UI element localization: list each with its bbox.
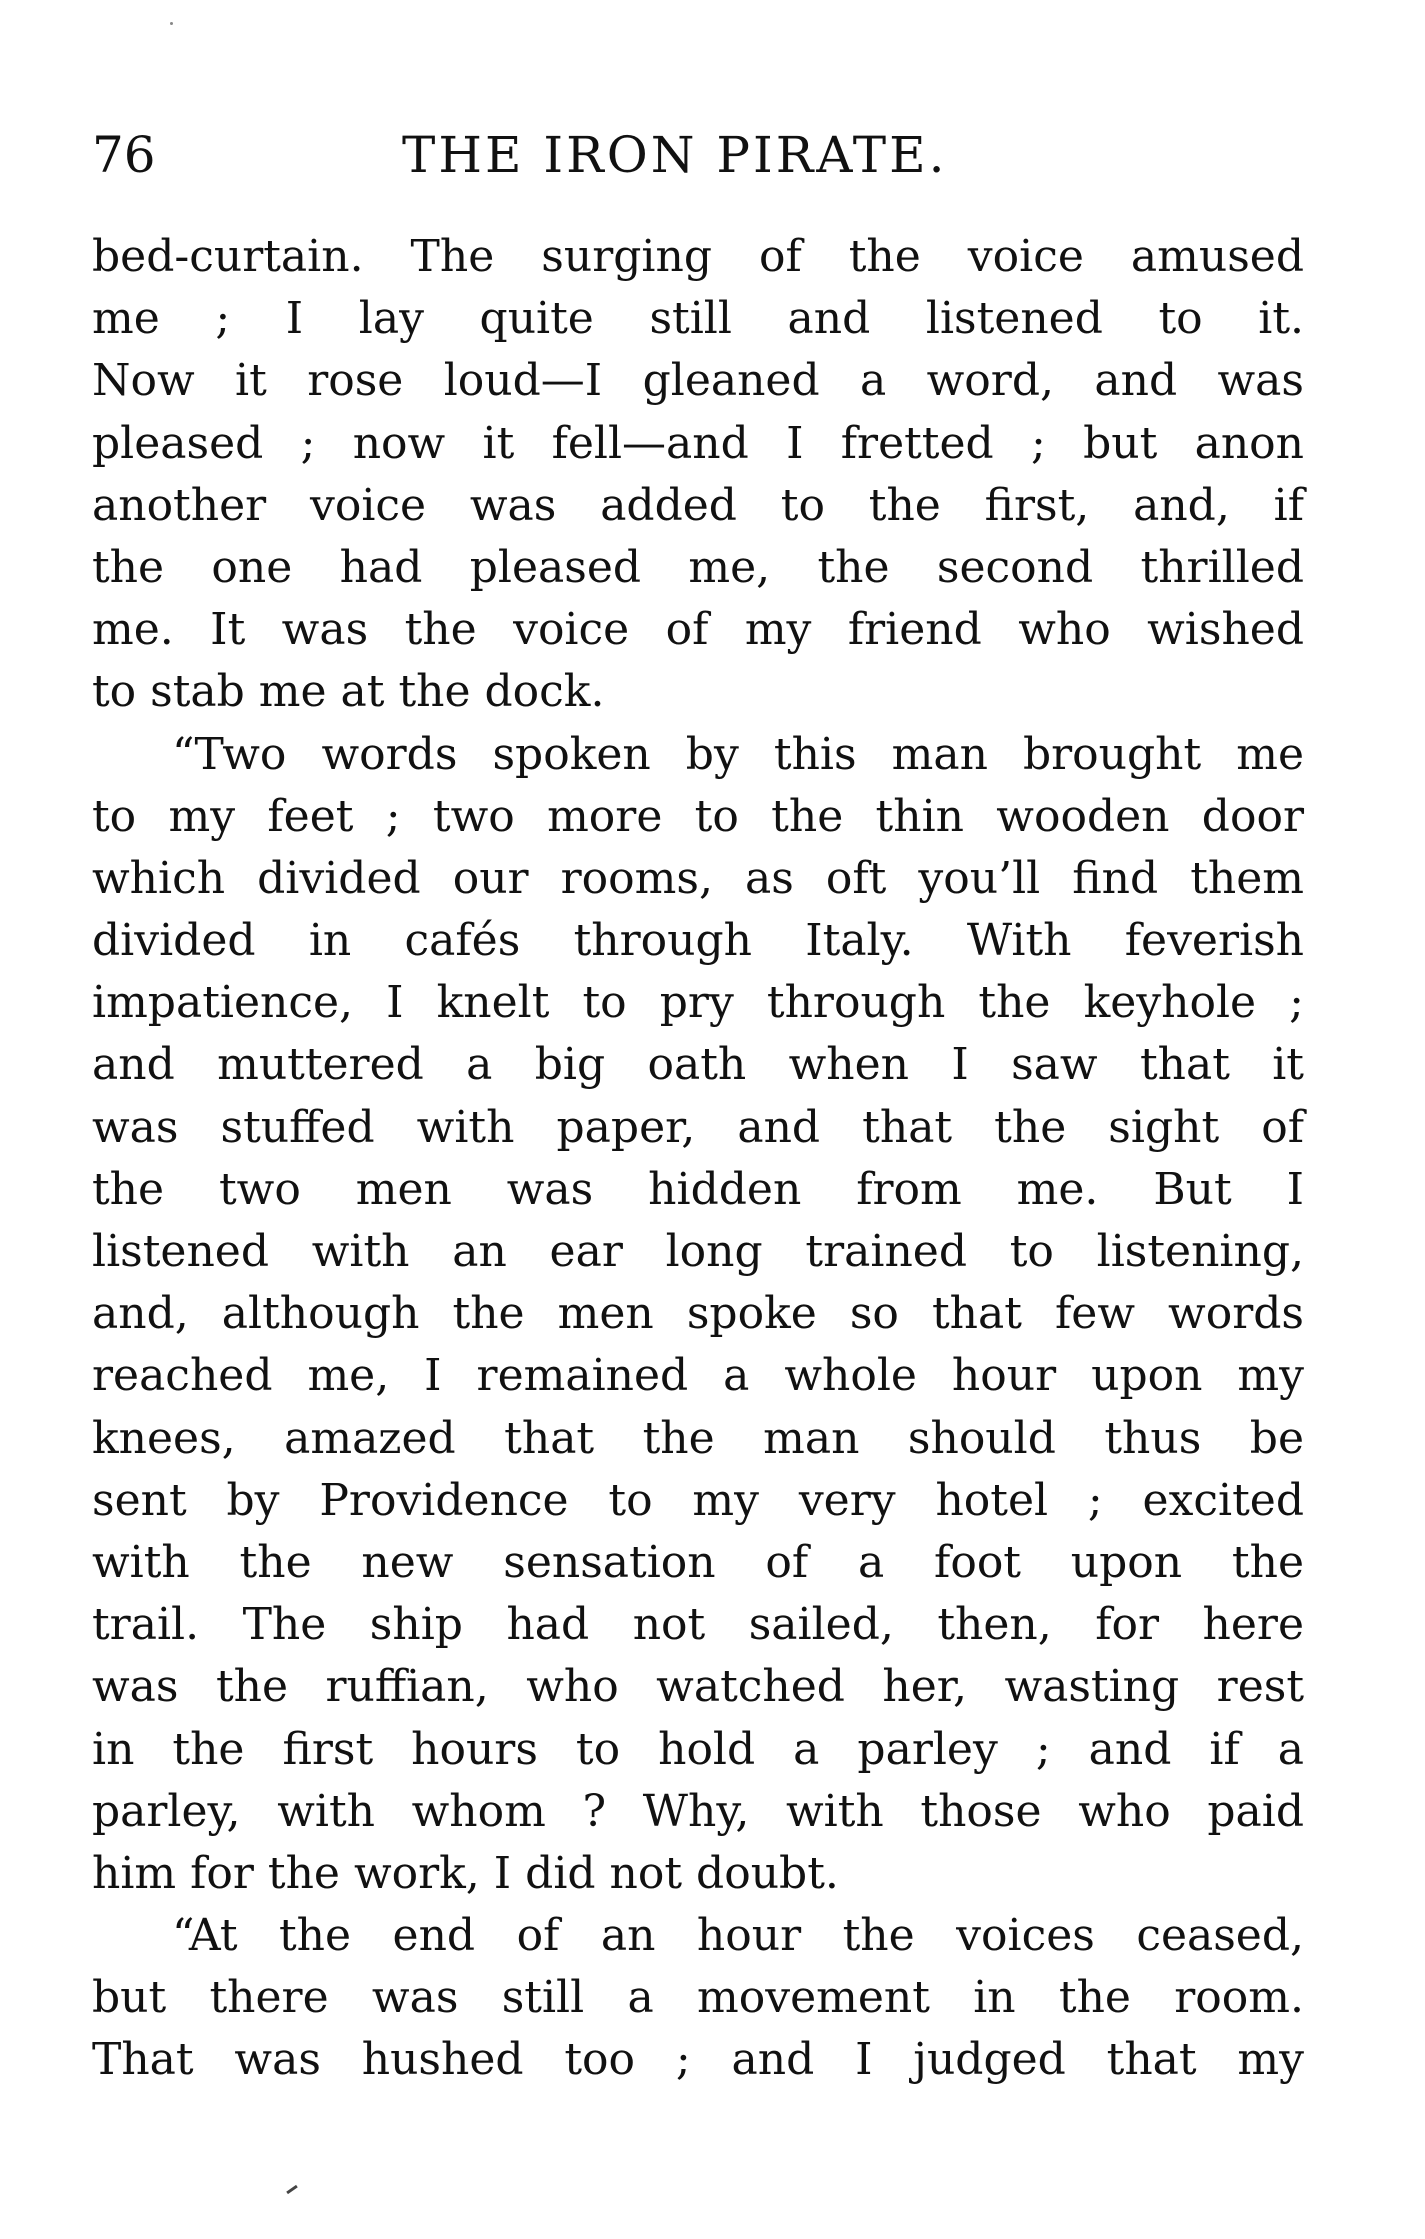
text-line: him for the work, I did not doubt.: [92, 1847, 839, 1899]
text-line: to my feet ; two more to the thin wooden door: [92, 790, 1304, 842]
text-line: knees, amazed that the man should thus be: [92, 1412, 1304, 1464]
text-line: was the ruffian, who watched her, wasting rest: [92, 1661, 1304, 1713]
text-line: and muttered a big oath when I saw that it: [92, 1039, 1304, 1091]
text-line: in the first hours to hold a parley ; and if a: [92, 1723, 1304, 1775]
text-line: divided in cafés through Italy. With feverish: [92, 915, 1304, 967]
page-header: [92, 115, 1312, 195]
text-line: with the new sensation of a foot upon the: [92, 1536, 1304, 1588]
text-line: me ; I lay quite still and listened to it.: [92, 293, 1304, 345]
text-line: That was hushed too ; and I judged that my: [92, 2034, 1304, 2086]
page-number: 76: [92, 126, 156, 184]
text-line: “At the end of an hour the voices ceased,: [172, 1910, 1304, 1962]
running-title: THE IRON PIRATE.: [402, 126, 948, 184]
text-line: which divided our rooms, as oft you’ll find them: [92, 852, 1304, 904]
text-line: and, although the men spoke so that few words: [92, 1288, 1304, 1340]
text-line: impatience, I knelt to pry through the keyhole ;: [92, 977, 1304, 1029]
text-line: bed-curtain. The surging of the voice amused: [92, 231, 1304, 282]
text-line: the two men was hidden from me. But I: [92, 1163, 1304, 1215]
text-line: Now it rose loud—I gleaned a word, and was: [92, 355, 1304, 407]
print-mark: [286, 2185, 298, 2194]
text-line: to stab me at the dock.: [92, 666, 605, 718]
text-line: trail. The ship had not sailed, then, for here: [92, 1599, 1304, 1651]
text-line: another voice was added to the first, and, if: [92, 479, 1304, 531]
text-line: me. It was the voice of my friend who wished: [92, 604, 1304, 656]
text-line: the one had pleased me, the second thrilled: [92, 541, 1304, 593]
text-line: “Two words spoken by this man brought me: [172, 728, 1304, 780]
text-line: but there was still a movement in the room.: [92, 1972, 1304, 2024]
body-text: [92, 226, 1304, 2092]
text-line: parley, with whom ? Why, with those who paid: [92, 1785, 1304, 1837]
text-line: was stuffed with paper, and that the sight of: [92, 1101, 1304, 1153]
text-line: listened with an ear long trained to listening,: [92, 1226, 1304, 1277]
text-line: pleased ; now it fell—and I fretted ; but anon: [92, 417, 1304, 469]
print-speck: [170, 22, 173, 25]
text-line: reached me, I remained a whole hour upon my: [92, 1350, 1304, 1402]
text-line: sent by Providence to my very hotel ; excited: [92, 1474, 1304, 1526]
